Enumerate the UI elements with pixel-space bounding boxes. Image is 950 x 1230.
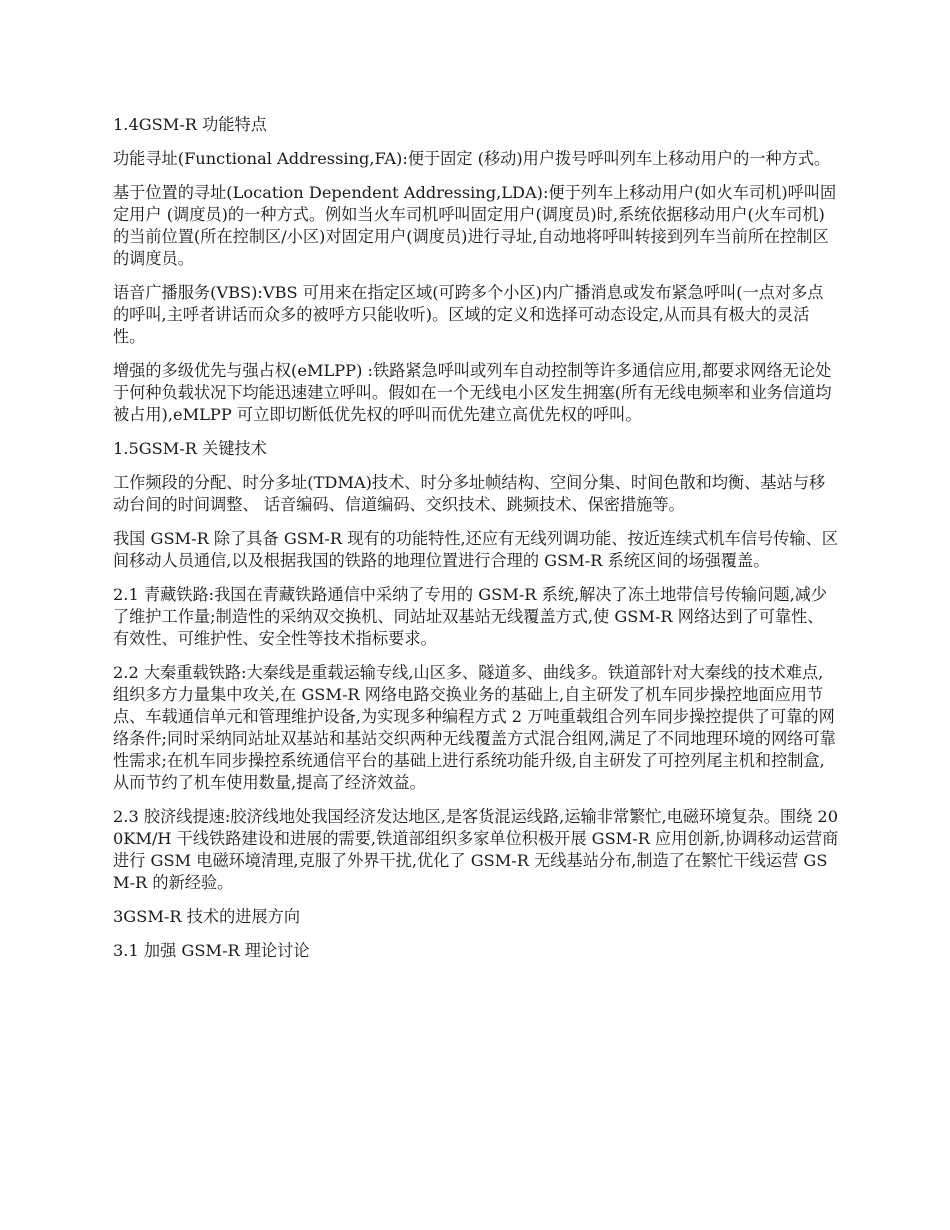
paragraph-jiaoji-line-speedup: 2.3 胶济线提速:胶济线地处我国经济发达地区,是客货混运线路,运输非常繁忙,电磁环境复杂。围绕 200KM/H 干线铁路建设和进展的需要,铁道部组织多家单位积极开展 GSM-R 应用创新,协调移动运营商进行 GSM 电磁环境清理,克服了外界干扰,优化了 GSM-R 无线基站分布,制造了在繁忙干线运营 GSM-R 的新经验。 <box>113 807 839 892</box>
section-heading-3-1: 3.1 加强 GSM-R 理论讨论 <box>113 941 310 960</box>
section-heading-1-5: 1.5GSM-R 关键技术 <box>113 439 267 458</box>
paragraph-qinghai-tibet-railway: 2.1 青藏铁路:我国在青藏铁路通信中采纳了专用的 GSM-R 系统,解决了冻土地带信号传输问题,减少了维护工作量;制造性的采纳双交换机、同站址双基站无线覆盖方式,使 GSM-R 网络达到了可靠性、有效性、可维护性、安全性等技术指标要求。 <box>113 585 828 648</box>
paragraph-voice-broadcast-service: 语音广播服务(VBS):VBS 可用来在指定区域(可跨多个小区)内广播消息或发布紧急呼叫(一点对多点的呼叫,主呼者讲话而众多的被呼方只能收听)。区域的定义和选择可动态设定,从而具有极大的灵活性。 <box>113 283 824 346</box>
paragraph-location-dependent-addressing: 基于位置的寻址(Location Dependent Addressing,LDA):便于列车上移动用户(如火车司机)呼叫固定用户 (调度员)的一种方式。例如当火车司机呼叫固定用户(调度员)时,系统依据移动用户(火车司机)的当前位置(所在控制区/小区)对固定用户(调度员)进行寻址,自动地将呼叫转接到列车当前所在控制区的调度员。 <box>113 183 837 268</box>
paragraph-emlpp: 增强的多级优先与强占权(eMLPP) :铁路紧急呼叫或列车自动控制等许多通信应用,都要求网络无论处于何种负载状况下均能迅速建立呼叫。假如在一个无线电小区发生拥塞(所有无线电频率和业务信道均被占用),eMLPP 可立即切断低优先权的呼叫而优先建立高优先权的呼叫。 <box>113 361 832 424</box>
paragraph-key-technologies: 工作频段的分配、时分多址(TDMA)技术、时分多址帧结构、空间分集、时间色散和均衡、基站与移动台间的时间调整、 话音编码、信道编码、交织技术、跳频技术、保密措施等。 <box>113 473 826 514</box>
paragraph-daqin-heavy-haul: 2.2 大秦重载铁路:大秦线是重载运输专线,山区多、隧道多、曲线多。铁道部针对大秦线的技术难点,组织多方力量集中攻关,在 GSM-R 网络电路交换业务的基础上,自主研发了机车同步操控地面应用节点、车载通信单元和管理维护设备,为实现多种编程方式 2 万吨重载组合列车同步操控提供了可靠的网络条件;同时采纳同站址双基站和基站交织两种无线覆盖方式混合组网,满足了不同地理环境的网络可靠性需求;在机车同步操控系统通信平台的基础上进行系统功能升级,自主研发了可控列尾主机和控制盒,从而节约了机车使用数量,提高了经济效益。 <box>113 663 836 792</box>
paragraph-china-gsmr-features: 我国 GSM-R 除了具备 GSM-R 现有的功能特性,还应有无线列调功能、按近连续式机车信号传输、区间移动人员通信,以及根据我国的铁路的地理位置进行合理的 GSM-R 系统区间的场强覆盖。 <box>113 529 838 570</box>
paragraph-functional-addressing: 功能寻址(Functional Addressing,FA):便于固定 (移动)用户拨号呼叫列车上移动用户的一种方式。 <box>113 149 831 168</box>
section-heading-3: 3GSM-R 技术的进展方向 <box>113 907 301 926</box>
section-heading-1-4: 1.4GSM-R 功能特点 <box>113 115 267 134</box>
